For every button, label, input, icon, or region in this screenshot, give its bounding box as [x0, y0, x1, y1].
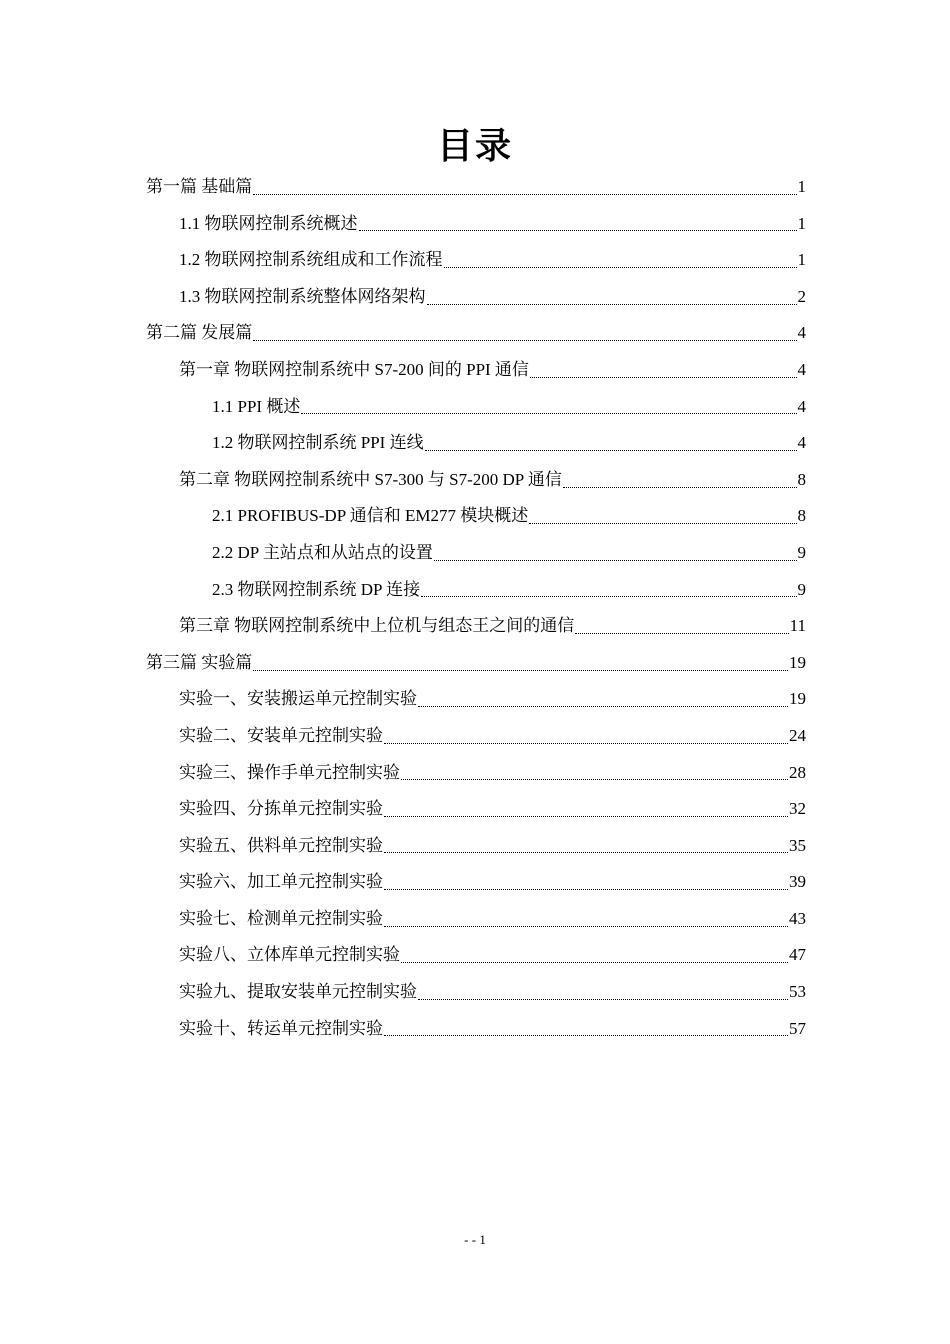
toc-dot-leader	[529, 523, 796, 524]
toc-entry-page-number: 57	[789, 1018, 806, 1038]
toc-entry-title: 第三篇 实验篇	[146, 652, 253, 672]
toc-entry-page-number: 1	[797, 213, 806, 233]
toc-dot-leader	[418, 706, 788, 707]
toc-dot-leader	[253, 194, 796, 195]
toc-entry-title: 1.2 物联网控制系统组成和工作流程	[179, 250, 443, 270]
toc-entry-title: 实验七、检测单元控制实验	[179, 908, 383, 928]
toc-entry-page-number: 43	[789, 908, 806, 928]
toc-entry-title: 实验六、加工单元控制实验	[179, 872, 383, 892]
toc-entry[interactable]	[0, 1011, 950, 1048]
toc-entry-title: 实验四、分拣单元控制实验	[179, 799, 383, 819]
toc-entry-page-number: 1	[797, 177, 806, 196]
toc-entry-title: 第一章 物联网控制系统中 S7-200 间的 PPI 通信	[179, 359, 529, 379]
toc-dot-leader	[384, 852, 788, 853]
toc-dot-leader	[359, 230, 797, 231]
toc-entry-title: 1.2 物联网控制系统 PPI 连线	[212, 433, 424, 453]
toc-entry[interactable]	[0, 389, 950, 426]
toc-dot-leader	[253, 670, 788, 671]
toc-entry-page-number: 28	[789, 762, 806, 782]
toc-entry-page-number: 35	[789, 835, 806, 855]
toc-dot-leader	[384, 743, 788, 744]
toc-dot-leader	[434, 560, 797, 561]
toc-entry-title: 实验一、安装搬运单元控制实验	[179, 689, 417, 709]
toc-entry[interactable]	[0, 608, 950, 645]
toc-entry[interactable]	[0, 791, 950, 828]
toc-dot-leader	[384, 816, 788, 817]
toc-dot-leader	[384, 889, 788, 890]
toc-dot-leader	[401, 779, 788, 780]
toc-entry-page-number: 4	[797, 433, 806, 453]
toc-entry-title: 第二篇 发展篇	[146, 323, 253, 343]
toc-entry[interactable]	[0, 828, 950, 865]
toc-entry-title: 第一篇 基础篇	[146, 177, 253, 196]
toc-entry[interactable]	[0, 755, 950, 792]
toc-entry-title: 1.1 PPI 概述	[212, 396, 301, 416]
toc-dot-leader	[421, 596, 796, 597]
toc-entry-page-number: 9	[797, 542, 806, 562]
toc-dot-leader	[301, 413, 796, 414]
toc-dot-leader	[575, 633, 788, 634]
toc-entry-page-number: 4	[797, 323, 806, 343]
toc-entry[interactable]	[0, 242, 950, 279]
toc-entry-page-number: 19	[789, 689, 806, 709]
toc-entry-page-number: 4	[797, 359, 806, 379]
page-title: 目录	[436, 126, 513, 166]
toc-entry-title: 实验十、转运单元控制实验	[179, 1018, 383, 1038]
toc-entry[interactable]	[0, 425, 950, 462]
toc-entry-page-number: 39	[789, 872, 806, 892]
toc-entry-title: 实验九、提取安装单元控制实验	[179, 982, 417, 1002]
toc-entry[interactable]	[0, 462, 950, 499]
toc-entry-title: 1.1 物联网控制系统概述	[179, 213, 358, 233]
toc-entry[interactable]	[0, 352, 950, 389]
toc-entry[interactable]	[0, 169, 950, 206]
toc-entry-page-number: 8	[797, 469, 806, 489]
toc-dot-leader	[253, 340, 796, 341]
toc-entry-page-number: 11	[789, 616, 806, 636]
toc-dot-leader	[384, 926, 788, 927]
toc-dot-leader	[425, 450, 797, 451]
toc-entry-page-number: 47	[789, 945, 806, 965]
toc-entry[interactable]	[0, 645, 950, 682]
toc-entry-title: 2.3 物联网控制系统 DP 连接	[212, 579, 421, 599]
toc-dot-leader	[444, 267, 797, 268]
page-number-footer: - - 1	[464, 1232, 486, 1247]
toc-entry-title: 实验八、立体库单元控制实验	[179, 945, 400, 965]
toc-entry[interactable]	[0, 901, 950, 938]
toc-entry[interactable]	[0, 535, 950, 572]
toc-entry-title: 2.1 PROFIBUS-DP 通信和 EM277 模块概述	[212, 506, 529, 526]
toc-entry-title: 实验二、安装单元控制实验	[179, 725, 383, 745]
toc-entry[interactable]	[0, 315, 950, 352]
toc-entry[interactable]	[0, 498, 950, 535]
toc-entry-page-number: 19	[789, 652, 806, 672]
toc-entry-page-number: 4	[797, 396, 806, 416]
toc-entry-page-number: 32	[789, 799, 806, 819]
toc-entry-title: 2.2 DP 主站点和从站点的设置	[212, 542, 433, 562]
toc-dot-leader	[401, 962, 788, 963]
toc-dot-leader	[384, 1035, 788, 1036]
toc-entry-title: 第三章 物联网控制系统中上位机与组态王之间的通信	[179, 616, 575, 636]
toc-dot-leader	[418, 999, 788, 1000]
toc-entry[interactable]	[0, 206, 950, 243]
toc-dot-leader	[563, 487, 797, 488]
toc-entry[interactable]	[0, 718, 950, 755]
toc-entry-page-number: 53	[789, 982, 806, 1002]
toc-entry-title: 实验五、供料单元控制实验	[179, 835, 383, 855]
toc-entry-title: 1.3 物联网控制系统整体网络架构	[179, 286, 426, 306]
toc-entry-page-number: 8	[797, 506, 806, 526]
toc-entry-page-number: 2	[797, 286, 806, 306]
toc-entry[interactable]	[0, 864, 950, 901]
toc-entry-page-number: 24	[789, 725, 806, 745]
toc-entry-page-number: 1	[797, 250, 806, 270]
toc-entry[interactable]	[0, 279, 950, 316]
toc-entry-title: 实验三、操作手单元控制实验	[179, 762, 400, 782]
table-of-contents	[0, 169, 950, 1047]
toc-entry[interactable]	[0, 572, 950, 609]
toc-dot-leader	[427, 304, 797, 305]
toc-dot-leader	[530, 377, 797, 378]
toc-entry-page-number: 9	[797, 579, 806, 599]
toc-entry[interactable]	[0, 937, 950, 974]
toc-entry[interactable]	[0, 681, 950, 718]
toc-entry-title: 第二章 物联网控制系统中 S7-300 与 S7-200 DP 通信	[179, 469, 562, 489]
toc-entry[interactable]	[0, 974, 950, 1011]
